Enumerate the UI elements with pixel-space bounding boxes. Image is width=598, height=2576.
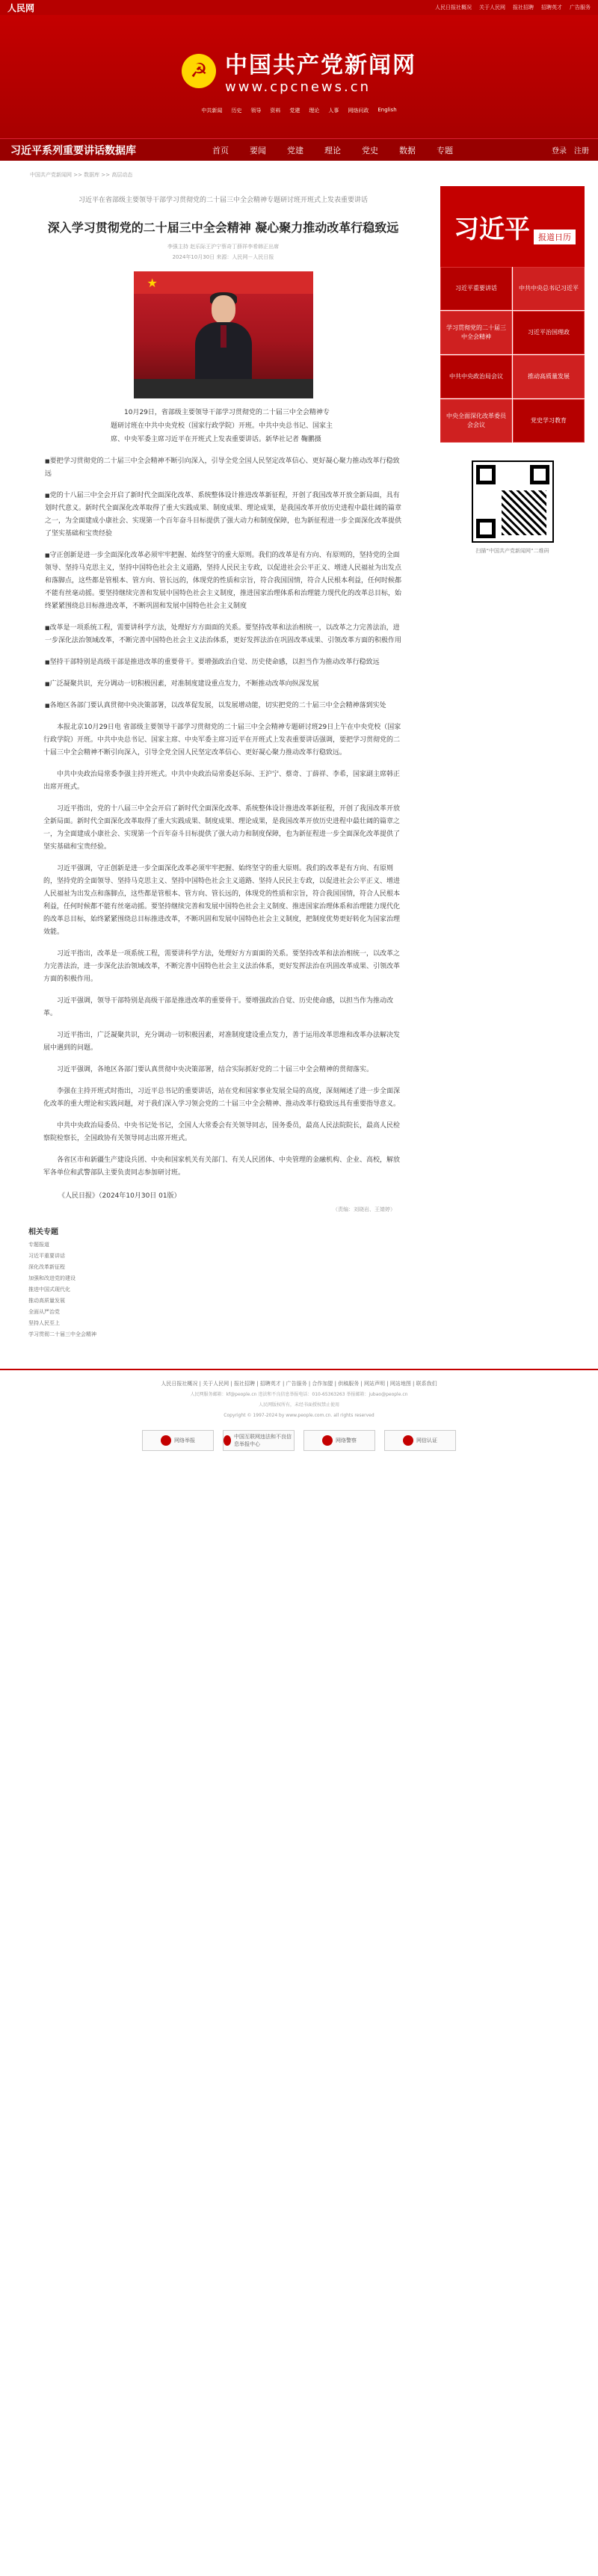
desk	[134, 379, 313, 398]
summary-bullet: ■ 改革是一项系统工程，需要讲科学方法，处理好方方面面的关系。要坚持改革和法治相统一，以改革之力完善法治，进一步深化法治领域改革，不断完善中国特色社会主义法治体系，更好发挥法治在巩固改革成果、引领改革方面的积极作用	[28, 622, 418, 647]
summary-bullet: ■ 坚持干部特别是高级干部是推进改革的重要骨干。要增强政治自觉、历史使命感，以担当作为推动改革行稳致远	[28, 656, 418, 669]
badge-icon	[224, 1435, 231, 1446]
body-paragraph: 李强在主持开班式时指出，习近平总书记的重要讲话，站在党和国家事业发展全局的高度，深刻阐述了进一步全面深化改革的重大理论和实践问题，对于我们深入学习领会党的二十届三中全会精神、推动改革行稳致远具有重要指导意义。	[43, 1088, 401, 1108]
subnav-item[interactable]: 党建	[289, 108, 300, 114]
article-title: 深入学习贯彻党的二十届三中全会精神 凝心聚力推动改革行稳致远	[47, 221, 399, 235]
badge-icon	[403, 1435, 413, 1446]
sidebar-tiles	[440, 267, 585, 443]
section-title[interactable]: 习近平系列重要讲话数据库	[10, 144, 136, 157]
badge[interactable]: 网络举报	[142, 1430, 214, 1451]
related-item[interactable]: 专题报道	[28, 1242, 49, 1248]
article-editor: （责编：刘晓岩、王婧婷）	[333, 1207, 396, 1212]
top-link[interactable]: 广告服务	[570, 4, 591, 10]
sidebar-tile[interactable]: 党史学习教育	[513, 399, 585, 443]
sidebar	[440, 186, 585, 1340]
calendar-tag: 报道日历	[534, 229, 576, 244]
main-nav	[0, 138, 598, 161]
top-link[interactable]: 报社招聘	[513, 4, 534, 10]
badge[interactable]: 网络警察	[303, 1430, 375, 1451]
login-link[interactable]: 登录	[552, 147, 567, 155]
sidebar-tile[interactable]: 习近平治国理政	[513, 311, 585, 354]
footer-badges	[0, 1430, 598, 1451]
footer-row: 人民网服务邮箱：kf@people.cn 违法和不良信息举报电话：010-65363263 举报邮箱：jubao@people.cn	[190, 1392, 408, 1397]
nav-data[interactable]: 数据	[399, 145, 416, 155]
subnav-item[interactable]: 资料	[270, 108, 281, 114]
article-pre-title: 习近平在省部级主要领导干部学习贯彻党的二十届三中全会精神专题研讨班开班式上发表重要讲话	[78, 197, 369, 204]
summary-bullet: ■ 党的十八届三中全会开启了新时代全面深化改革、系统整体设计推进改革新征程，开创了我国改革开放全新局面，具有划时代意义。新时代全面深化改革取得了重大实践成果、制度成果、理论成果，是我国改革开放历史进程中最壮阔的篇章之一，为全面建成小康社会、实现第一个百年奋斗目标提供了强大动力和制度保障，也为新征程进一步全面深化改革提供了坚实基础和宝贵经验	[28, 490, 418, 540]
top-link[interactable]: 关于人民网	[479, 4, 505, 10]
sidebar-tile[interactable]: 中共中央总书记习近平	[513, 267, 585, 310]
body-paragraph: 各省区市和新疆生产建设兵团、中央和国家机关有关部门、有关人民团体、中央管理的金融机构、企业、高校，解放军各单位和武警部队主要负责同志参加研讨班。	[43, 1156, 401, 1177]
body-paragraph: 本报北京10月29日电 省部级主要领导干部学习贯彻党的二十届三中全会精神专题研讨班29日上午在中央党校（国家行政学院）开班。中共中央总书记、国家主席、中央军委主席习近平在开班式上发表重要讲话强调，要把学习贯彻党的二十届三中全会精神不断引向深入，引导全党全国人民坚定改革信心、更好凝心聚力推动改革行稳致远。	[43, 724, 401, 757]
related-item[interactable]: 全面从严治党	[28, 1309, 60, 1315]
footer	[0, 1369, 598, 1461]
people-logo[interactable]: 人民网	[7, 2, 35, 13]
top-link[interactable]: 人民日报社概况	[435, 4, 472, 10]
related-item[interactable]: 推进中国式现代化	[28, 1287, 70, 1292]
top-link[interactable]: 招聘英才	[541, 4, 562, 10]
related-item[interactable]: 学习贯彻二十届三中全会精神	[28, 1331, 96, 1337]
report-calendar-banner[interactable]	[440, 186, 585, 267]
sidebar-tile[interactable]: 中央全面深化改革委员会会议	[440, 399, 512, 443]
body-paragraph: 习近平指出，党的十八届三中全会开启了新时代全面深化改革、系统整体设计推进改革新征程，开创了我国改革开放全新局面。新时代全面深化改革取得了重大实践成果、制度成果、理论成果，是我国改革开放历史进程中最壮阔的篇章之一，为全面建成小康社会、实现第一个百年奋斗目标提供了强大动力和制度保障，也为新征程进一步全面深化改革提供了坚实基础和宝贵经验。	[43, 805, 401, 851]
summary-bullet: ■ 要把学习贯彻党的二十届三中全会精神不断引向深入，引导全党全国人民坚定改革信心、更好凝心聚力推动改革行稳致远	[28, 455, 418, 481]
body-paragraph: 习近平指出，广泛凝聚共识，充分调动一切积极因素，对准制度建设重点发力，善于运用改革思维和改革办法解决发展中遇到的问题。	[43, 1032, 401, 1052]
badge-icon	[322, 1435, 333, 1446]
qr-code-icon	[472, 460, 554, 543]
related-item[interactable]: 深化改革新征程	[28, 1264, 65, 1270]
speaker-figure	[195, 295, 252, 385]
calligraphy-title: 习近平	[454, 214, 531, 244]
article-meta: 李强主持 赵乐际王沪宁蔡奇丁薛祥李希韩正出席	[167, 244, 280, 250]
badge[interactable]: 中国互联网违法和不良信息举报中心	[223, 1430, 295, 1451]
register-link[interactable]: 注册	[574, 147, 589, 155]
subnav-item[interactable]: 领导	[250, 108, 262, 114]
top-links	[435, 4, 591, 11]
photo-caption: 10月29日，省部级主要领导干部学习贯彻党的二十届三中全会精神专题研讨班在中共中央党校（国家行政学院）开班。中共中央总书记、国家主席、中央军委主席习近平在开班式上发表重要讲话。新华社记者 鞠鹏摄	[111, 409, 333, 443]
site-title: 中国共产党新闻网	[225, 52, 416, 78]
subnav-item[interactable]: 理论	[309, 108, 320, 114]
body-paragraph: 习近平指出，改革是一项系统工程，需要讲科学方法，处理好方方面面的关系。要坚持改革和法治相统一，以改革之力完善法治，进一步深化法治领域改革，不断完善中国特色社会主义法治体系，更好发挥法治在巩固改革成果、引领改革方面的积极作用。	[43, 950, 401, 983]
brand[interactable]	[182, 46, 416, 95]
body-paragraph: 习近平强调，守正创新是进一步全面深化改革必须牢牢把握、始终坚守的重大原则。我们的改革是有方向、有原则的，坚持党的全面领导、坚持马克思主义、坚持中国特色社会主义道路、坚持人民民主专政，以促进社会公平正义、增进人民福祉为出发点和落脚点，这些都是管根本、管方向、管长远的，体现党的性质和宗旨，符合我国国情，符合人民根本利益，任何时候都不能有丝毫动摇。要坚持继续完善和发展中国特色社会主义制度、推进国家治理体系和治理能力现代化的改革总目标，始终紧紧围绕总目标推进改革，不断巩固和发展中国特色社会主义制度，把制度优势更好转化为国家治理效能。	[43, 865, 401, 936]
related-title: 相关专题	[28, 1228, 58, 1236]
article-date-source: 2024年10月30日 来源：人民网－人民日报	[172, 254, 274, 260]
body-paragraph: 中共中央政治局常委李强主持开班式。中共中央政治局常委赵乐际、王沪宁、蔡奇、丁薛祥、李希，国家副主席韩正出席开班式。	[43, 771, 401, 791]
flag-backdrop	[134, 271, 313, 294]
breadcrumb[interactable]: 中国共产党新闻网 >> 数据库 >> 高层动态	[30, 172, 133, 178]
related-item[interactable]: 习近平重要讲话	[28, 1253, 65, 1259]
sidebar-tile[interactable]: 学习贯彻党的二十届三中全会精神	[440, 311, 512, 354]
badge[interactable]: 网信认证	[384, 1430, 456, 1451]
related-item[interactable]: 加强和改进党的建设	[28, 1275, 75, 1281]
sidebar-tile[interactable]: 中共中央政治局会议	[440, 355, 512, 398]
top-bar	[0, 0, 598, 15]
summary-bullet: ■ 广泛凝聚共识，充分调动一切积极因素，对准制度建设重点发力，不断推动改革向纵深发展	[28, 678, 418, 691]
body-paragraph: 习近平强调，领导干部特别是高级干部是推进改革的重要骨干。要增强政治自觉、历史使命感，以担当作为推动改革。	[43, 997, 394, 1017]
footer-row: 人民网版权所有，未经书面授权禁止使用	[258, 1402, 339, 1408]
site-url: www.cpcnews.cn	[225, 79, 372, 95]
qr-caption: 扫描“中国共产党新闻网”二维码	[475, 548, 549, 554]
footer-links[interactable]: 人民日报社概况 | 关于人民网 | 报社招聘 | 招聘英才 | 广告服务 | 合作加盟 | 供稿服务 | 网站声明 | 网站地图 | 联系我们	[161, 1381, 437, 1387]
article-source: 《人民日报》（2024年10月30日 01版）	[58, 1192, 181, 1200]
site-banner	[0, 15, 598, 138]
sidebar-tile[interactable]: 推动高质量发展	[513, 355, 585, 398]
body-paragraph: 中共中央政治局委员、中央书记处书记，全国人大常委会有关领导同志，国务委员，最高人民法院院长，最高人民检察院检察长，全国政协有关领导同志出席开班式。	[43, 1122, 401, 1142]
related-item[interactable]: 推动高质量发展	[28, 1298, 65, 1304]
related-topics	[28, 1225, 418, 1340]
sidebar-tile[interactable]: 习近平重要讲话	[440, 267, 512, 310]
subnav-item[interactable]: 人事	[328, 108, 339, 114]
star-icon: ★	[147, 276, 158, 290]
nav-home[interactable]: 首页	[212, 145, 229, 155]
article	[28, 186, 418, 1340]
nav-topics[interactable]: 专题	[437, 145, 453, 155]
related-item[interactable]: 坚持人民至上	[28, 1320, 60, 1326]
subnav-item[interactable]: 历史	[231, 108, 242, 114]
badge-icon	[161, 1435, 171, 1446]
subnav-item[interactable]: 网络问政	[348, 108, 369, 114]
summary-bullet: ■ 守正创新是进一步全面深化改革必须牢牢把握、始终坚守的重大原则。我们的改革是有方向、有原则的，坚持党的全面领导、坚持马克思主义，坚持中国特色社会主义道路，坚持人民民主专政，以促进社会公平正义、增进人民福祉为出发点和落脚点，这些都是管根本、管方向、管长远的，体现党的性质和宗旨，符合我国国情，符合人民根本利益，任何时候都不能有丝毫动摇。要坚持继续完善和发展中国特色社会主义制度，推进国家治理体系和治理能力现代化的改革总目标，始终紧紧围绕总目标推进改革，不断巩固和发展中国特色社会主义制度	[28, 549, 418, 613]
nav-history[interactable]: 党史	[362, 145, 378, 155]
nav-party[interactable]: 党建	[287, 145, 303, 155]
article-photo	[134, 271, 313, 398]
summary-bullet: ■ 各地区各部门要认真贯彻中央决策部署，以改革促发展，以发展增动能，切实把党的二十届三中全会精神落到实处	[28, 700, 418, 712]
nav-theory[interactable]: 理论	[324, 145, 341, 155]
footer-copyright: Copyright © 1997-2024 by www.people.com.cn. all rights reserved	[224, 1413, 374, 1418]
subnav-item[interactable]: English	[377, 107, 397, 113]
body-paragraph: 习近平强调，各地区各部门要认真贯彻中央决策部署，结合实际抓好党的二十届三中全会精神的贯彻落实。	[57, 1066, 374, 1073]
subnav-item[interactable]: 中共新闻	[201, 108, 223, 114]
nav-news[interactable]: 要闻	[250, 145, 266, 155]
banner-subnav	[201, 107, 396, 114]
party-emblem-icon: ☭	[182, 54, 216, 88]
